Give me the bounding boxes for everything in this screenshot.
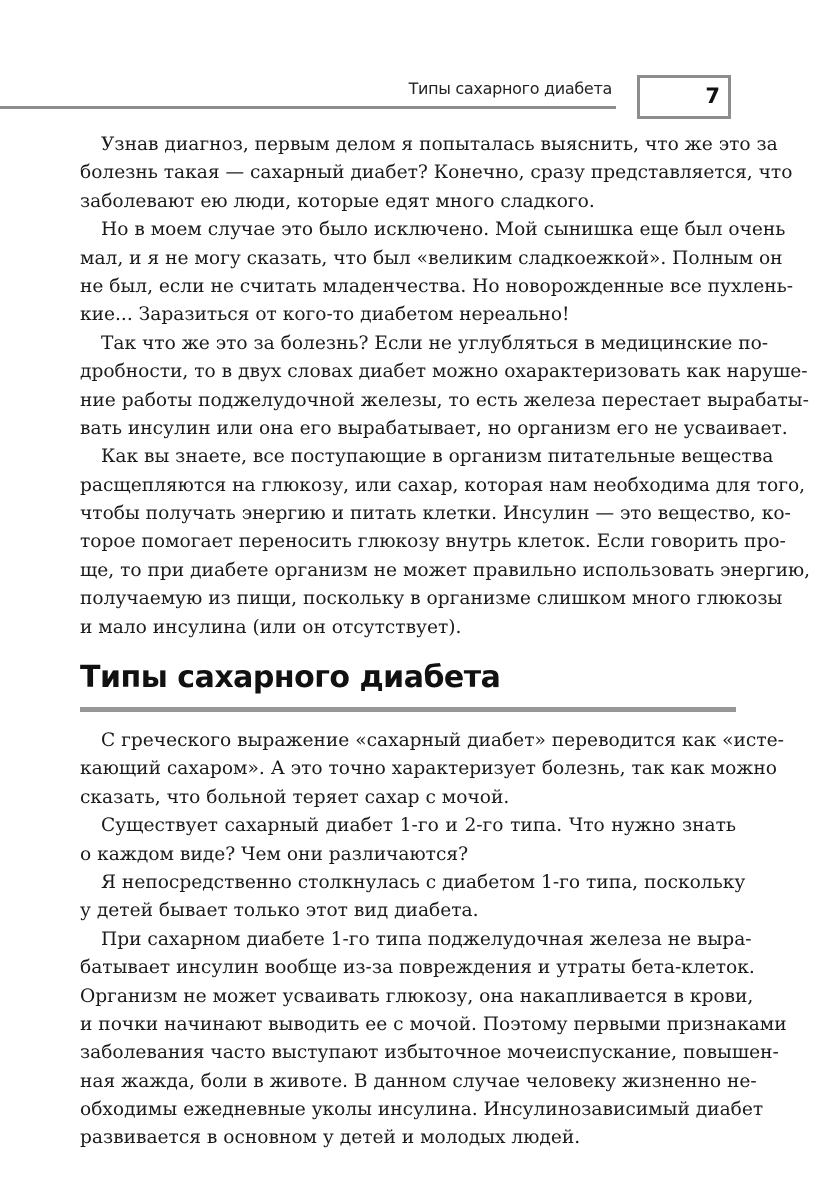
text-line: у детей бывает только этот вид диабета. [80, 900, 479, 922]
paragraph [80, 727, 784, 812]
text-line: мал, и я не могу сказать, что был «великим сладкоежкой». Полным он [80, 247, 783, 269]
text-line: Я непосредственно столкнулась с диабетом 1-го типа, поскольку [101, 871, 746, 893]
paragraph [80, 330, 809, 444]
section-intro-body [80, 131, 811, 642]
paragraph [80, 443, 811, 642]
text-line: Существует сахарный диабет 1-го и 2-го типа. Что нужно знать [101, 815, 736, 837]
page-number-box [637, 75, 731, 119]
paragraph [80, 926, 787, 1153]
header-rule [0, 106, 616, 109]
heading-rule [80, 707, 736, 712]
text-line: батывает инсулин вообще из-за повреждения и утраты бета-клеток. [80, 957, 755, 979]
text-line: С греческого выражение «сахарный диабет» переводится как «исте- [101, 730, 784, 751]
text-line: болезнь такая — сахарный диабет? Конечно, сразу представляется, что [80, 162, 793, 184]
text-line: ще, то при диабете организм не может правильно использовать энергию, [80, 559, 811, 581]
section-types-body [80, 727, 787, 1153]
paragraph [80, 869, 746, 926]
text-line: Как вы знаете, все поступающие в организм питательные вещества [101, 446, 774, 468]
text-line: и почки начинают выводить ее с мочой. Поэтому первыми признаками [80, 1013, 787, 1035]
text-line: не был, если не считать младенчества. Но новорожденные все пухлень- [80, 275, 794, 297]
text-line: ние работы поджелудочной железы, то есть железа перестает вырабаты- [80, 389, 809, 411]
text-line: Узнав диагноз, первым делом я попыталась выяснить, что же это за [101, 134, 778, 155]
running-title: Типы сахарного диабета [408, 79, 612, 98]
paragraph [80, 812, 736, 869]
text-line: чтобы получать энергию и питать клетки. Инсулин — это вещество, ко- [80, 503, 791, 525]
text-line: Так что же это за болезнь? Если не углубляться в медицинские по- [101, 332, 769, 354]
text-line: и мало инсулина (или он отсутствует). [80, 616, 462, 638]
text-line: дробности, то в двух словах диабет можно охарактеризовать как наруше- [80, 361, 808, 383]
paragraph [80, 216, 794, 330]
text-line: вать инсулин или она его вырабатывает, но организм его не усваивает. [80, 417, 788, 439]
text-line: Организм не может усваивать глюкозу, она накапливается в крови, [80, 985, 754, 1007]
paragraph [80, 131, 793, 216]
text-line: ная жажда, боли в животе. В данном случае человеку жизненно не- [80, 1070, 757, 1092]
text-line: сказать, что больной теряет сахар с мочой. [80, 786, 510, 808]
section-heading: Типы сахарного диабета [80, 660, 501, 695]
text-line: заболевания часто выступают избыточное мочеиспускание, повышен- [80, 1042, 779, 1064]
text-line: о каждом виде? Чем они различаются? [80, 843, 469, 865]
text-line: развивается в основном у детей и молодых людей. [80, 1127, 581, 1149]
text-line: получаемую из пищи, поскольку в организме слишком много глюкозы [80, 588, 783, 610]
text-line: При сахарном диабете 1-го типа поджелудочная железа не выра- [101, 928, 752, 950]
text-line: заболевают ею люди, которые едят много сладкого. [80, 190, 595, 212]
text-line: Но в моем случае это было исключено. Мой сынишка еще был очень [101, 219, 786, 241]
text-line: кающий сахаром». А это точно характеризует болезнь, так как можно [80, 758, 777, 780]
page-number: 7 [705, 84, 720, 108]
text-line: обходимы ежедневные уколы инсулина. Инсулинозависимый диабет [80, 1099, 764, 1121]
text-line: кие... Заразиться от кого-то диабетом нереально! [80, 304, 570, 326]
text-line: расщепляются на глюкозу, или сахар, которая нам необходима для того, [80, 474, 806, 496]
text-line: торое помогает переносить глюкозу внутрь клеток. Если говорить про- [80, 531, 786, 553]
